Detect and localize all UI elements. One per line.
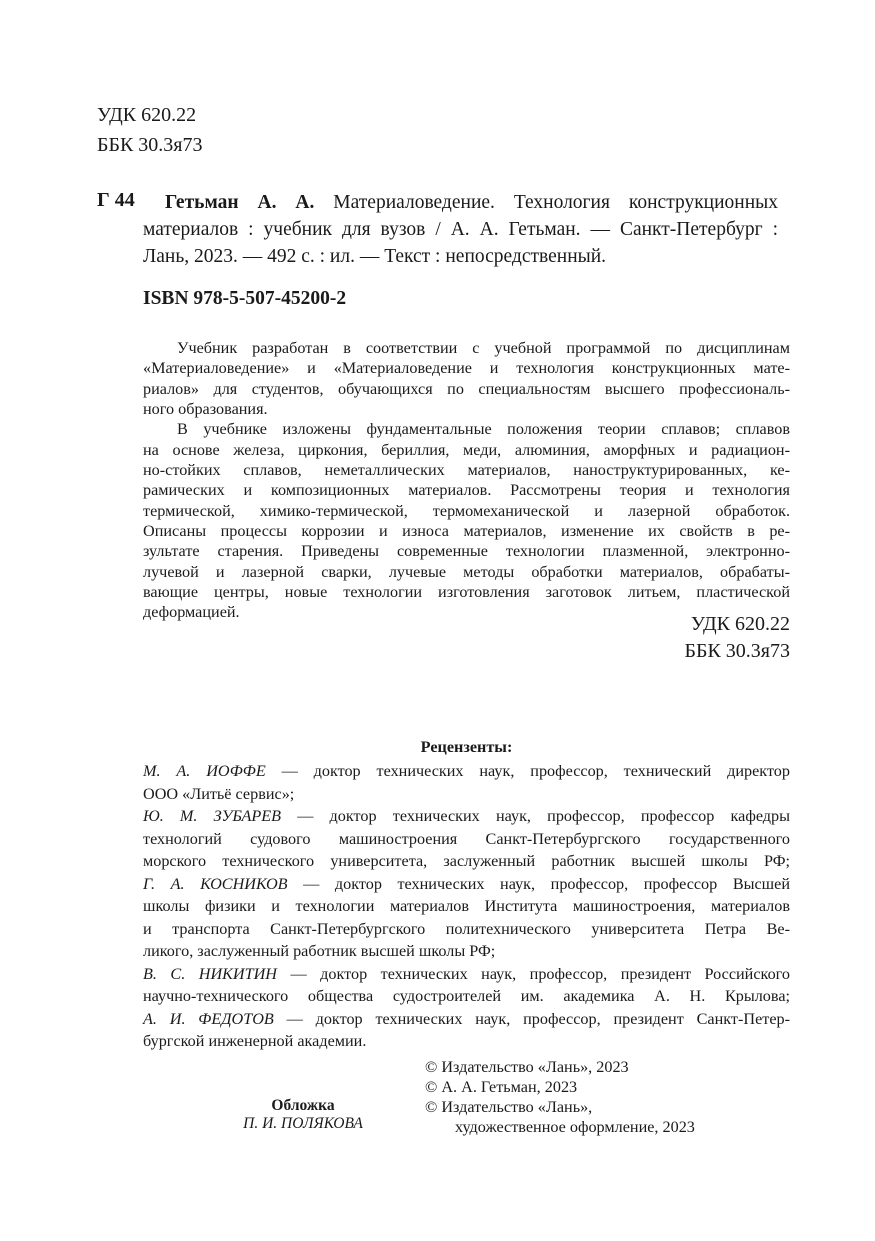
- bibliographic-entry: [143, 189, 779, 270]
- bbk-code: ББК 30.3я73: [97, 134, 203, 156]
- reviewer-name: М. А. ИОФФЕ: [143, 762, 266, 780]
- reviewers-title: Рецензенты:: [420, 738, 513, 756]
- annotation-line: зультате старения. Приведены современные технологии плазменной, электронно-: [143, 542, 790, 561]
- annotation-line: но-стойких сплавов, неметаллических материалов, наноструктурированных, ке-: [143, 461, 790, 480]
- reviewer-desc: — доктор технических наук, профессор, профессор Высшей: [287, 874, 790, 893]
- reviewer-desc: — доктор технических наук, профессор, президент Российского: [276, 964, 790, 983]
- reviewer-name: Г. А. КОСНИКОВ: [143, 874, 288, 893]
- reviewers-list: [143, 760, 790, 1053]
- reviewer-line: [143, 760, 790, 783]
- annotation-line: вающие центры, новые технологии изготовления заготовок литьем, пластической: [143, 583, 790, 602]
- annotation-line: «Материаловедение» и «Материаловедение и технология конструкционных мате-: [143, 359, 790, 378]
- reviewer-line: [143, 963, 790, 986]
- reviewer-line: бургской инженерной академии.: [143, 1032, 367, 1050]
- classification-footer: [620, 611, 790, 665]
- cover-credit: [200, 1097, 406, 1133]
- annotation-line: Описаны процессы коррозии и износа материалов, изменение их свойств в ре-: [143, 522, 790, 541]
- isbn: ISBN 978-5-507-45200-2: [143, 288, 347, 309]
- copyright-line: © Издательство «Лань»,: [425, 1098, 593, 1116]
- reviewer-name: А. И. ФЕДОТОВ: [143, 1009, 274, 1028]
- classification-header: [97, 100, 203, 160]
- annotation-line: В учебнике изложены фундаментальные положения теории сплавов; сплавов: [177, 420, 790, 439]
- reviewer-line: морского технического университета, заслуженный работник высшей школы РФ;: [143, 852, 790, 870]
- udk-code: УДК 620.22: [690, 613, 790, 635]
- annotation-line: лучевой и лазерной сварки, лучевые методы обработки материалов, обрабаты-: [143, 562, 790, 581]
- reviewer-line: [143, 873, 790, 896]
- entry-line: материалов : учебник для вузов / А. А. Гетьман. — Санкт-Петербург :: [143, 219, 778, 240]
- copyright-line: © Издательство «Лань», 2023: [425, 1058, 629, 1076]
- annotation-line: ного образования.: [143, 400, 268, 419]
- annotation-line: на основе железа, циркония, бериллия, меди, алюминия, аморфных и радиацион-: [143, 440, 790, 459]
- annotation-line: деформацией.: [143, 603, 240, 622]
- reviewer-name: Ю. М. ЗУБАРЕВ: [143, 807, 282, 825]
- bbk-code: ББК 30.3я73: [684, 640, 790, 662]
- author-mark: Г 44: [97, 189, 135, 211]
- reviewer-line: [143, 805, 790, 828]
- reviewer-line: технологий судового машиностроения Санкт-Петербургского государственного: [143, 829, 790, 848]
- reviewer-desc: — доктор технических наук, профессор, президент Санкт-Петер-: [273, 1009, 790, 1028]
- cover-label: Обложка: [271, 1097, 335, 1114]
- reviewer-line: [143, 1008, 790, 1031]
- annotation-line: риалов» для студентов, обучающихся по специальностям высшего профессиональ-: [143, 379, 790, 398]
- cover-artist: П. И. ПОЛЯКОВА: [243, 1115, 363, 1132]
- copyright-block: [425, 1057, 695, 1137]
- annotation: [143, 338, 790, 623]
- entry-title: Материаловедение. Технология конструкционных: [333, 192, 779, 213]
- copyright-line: художественное оформление, 2023: [455, 1118, 695, 1136]
- entry-line: Лань, 2023. — 492 с. : ил. — Текст : непосредственный.: [143, 246, 607, 267]
- annotation-line: рамических и композиционных материалов. Рассмотрены теория и технология: [143, 481, 790, 500]
- annotation-line: Учебник разработан в соответствии с учебной программой по дисциплинам: [177, 339, 790, 357]
- reviewer-name: В. С. НИКИТИН: [143, 964, 277, 983]
- reviewer-line: научно-технического общества судостроителей им. академика А. Н. Крылова;: [143, 987, 790, 1005]
- udk-code: УДК 620.22: [97, 104, 197, 126]
- reviewer-line: ликого, заслуженный работник высшей школы РФ;: [143, 942, 496, 960]
- reviewer-desc: — доктор технических наук, профессор, технический директор: [265, 762, 790, 780]
- entry-line: [165, 189, 778, 216]
- copyright-line: © А. А. Гетьман, 2023: [425, 1078, 578, 1096]
- reviewer-line: школы физики и технологии материалов Института машиностроения, материалов: [143, 897, 790, 915]
- reviewer-desc: — доктор технических наук, профессор, профессор кафедры: [281, 807, 790, 825]
- entry-author: Гетьман А. А.: [165, 192, 315, 213]
- annotation-line: термической, химико-термической, термомеханической и лазерной обработок.: [143, 501, 790, 520]
- reviewer-line: и транспорта Санкт-Петербургского политехнического университета Петра Ве-: [143, 919, 790, 938]
- reviewer-line: ООО «Литьё сервис»;: [143, 784, 295, 803]
